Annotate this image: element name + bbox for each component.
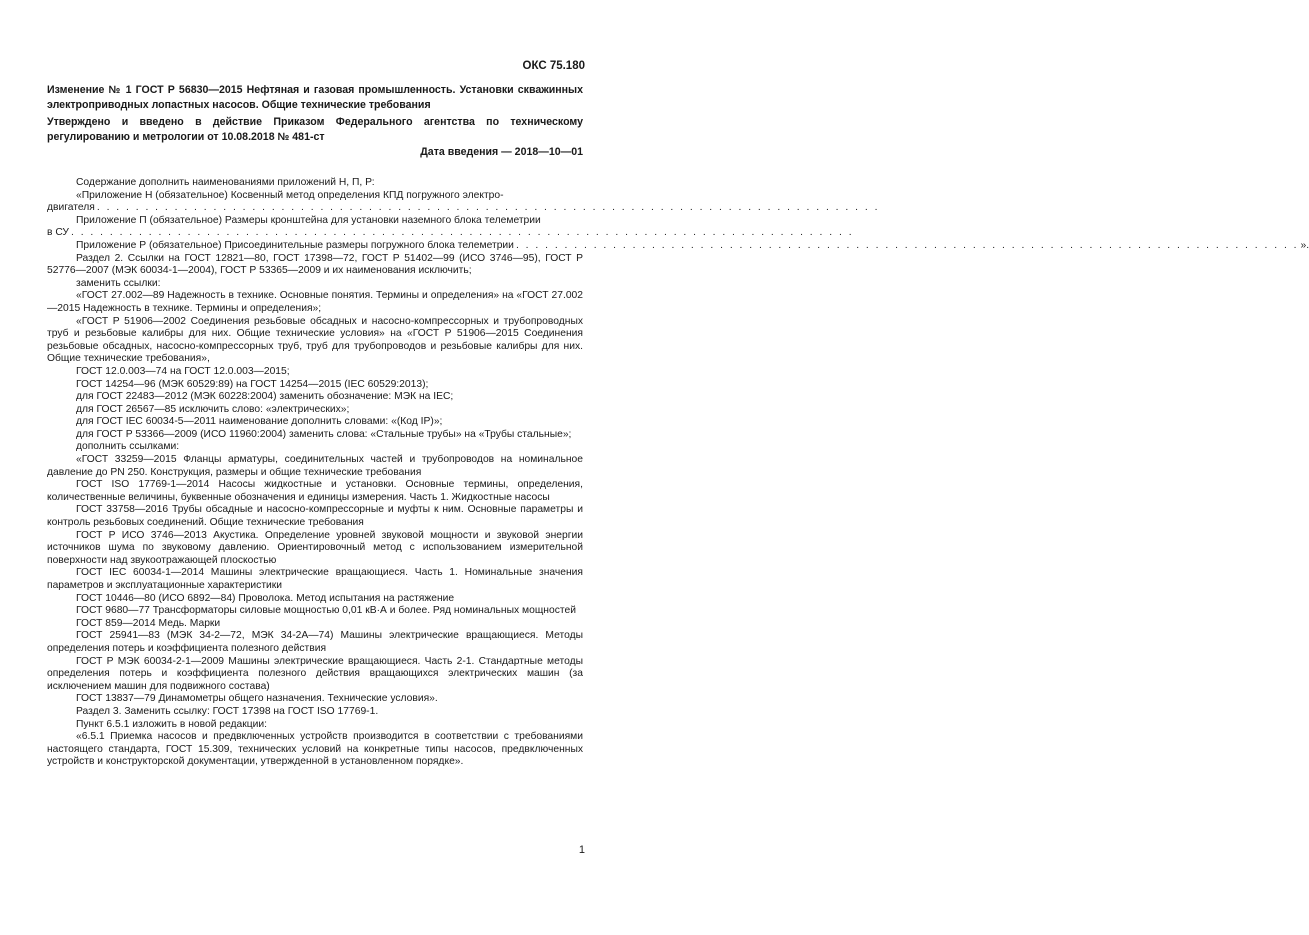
oks-code: ОКС 75.180: [522, 60, 585, 72]
added-reference: ГОСТ 33758—2016 Трубы обсадные и насосно-компрессорные и муфты к ним. Основные параметры и контроль резьбовых соединений. Общие технические требования: [47, 504, 583, 529]
toc-entry-h-line2: двигателя . . . . . . . . . . . . . . . . . . . . . . . . . . . . . . . . . . . . . . . . . . . . . . . . . . . . . . . . . . . . . . . . . . . . . . . . . . . . . . . . .: [47, 202, 880, 214]
added-reference: ГОСТ 859—2014 Медь. Марки: [76, 617, 221, 629]
added-reference: ГОСТ IEC 60034-1—2014 Машины электрические вращающиеся. Часть 1. Номинальные значения параметров и эксплуатационные характеристики: [47, 567, 583, 591]
added-reference: ГОСТ 9680—77 Трансформаторы силовые мощностью 0,01 кВ·А и более. Ряд номинальных мощностей: [76, 605, 576, 617]
added-reference: ГОСТ 13837—79 Динамометры общего назначения. Технические условия».: [76, 693, 438, 705]
added-reference: ГОСТ 10446—80 (ИСО 6892—84) Проволока. Метод испытания на растяжение: [76, 592, 455, 604]
added-reference: ГОСТ Р ИСО 3746—2013 Акустика. Определение уровней звуковой мощности и звуковой энергии источников шума по звуковому давлению. Ориентировочный метод с использованием измерительной поверхности над звукоотражающей плоскостью: [47, 529, 583, 566]
toc-entry-h-line1: «Приложение Н (обязательное) Косвенный метод определения КПД погружного электро-: [76, 189, 504, 201]
dot-leader: . . . . . . . . . . . . . . . . . . . . . . . . . . . . . . . . . . . . . . . . . . . . . . . . . . . . . . . . . . . . . . . . . . . . . . . . . . . . . . . . .: [515, 239, 1299, 251]
clause-6-5-1: «6.5.1 Приемка насосов и предвключенных устройств производится в соответствии с требованиями настоящего стандарта, ГОСТ 15.309, технических условий на конкретные типы насосов, предвключенных устройств и конструкторской документации, утвержденной в установленном порядке».: [47, 731, 583, 768]
added-reference: ГОСТ 25941—83 (МЭК 34-2—72, МЭК 34-2А—74) Машины электрические вращающиеся. Методы определения потерь и коэффициента полезного действия: [47, 630, 583, 654]
paragraph: дополнить ссылками:: [76, 441, 180, 453]
paragraph: Содержание дополнить наименованиями приложений Н, П, Р:: [76, 177, 375, 188]
paragraph: Пункт 6.5.1 изложить в новой редакции:: [76, 718, 268, 730]
reference-item: «ГОСТ Р 51906—2002 Соединения резьбовые обсадных и насосно-компрессорных и трубопроводных труб и резьбовые калибры для них. Общие технические условия» на «ГОСТ Р 51906—2015 Соединения резьбовые обсадных, насосно-компрессорных труб, труб для трубопроводов и резьбовые калибры для них. Общие технические требования»,: [47, 315, 583, 365]
added-reference: ГОСТ ISO 17769-1—2014 Насосы жидкостные и установки. Основные термины, определения, количественные величины, буквенные обозначения и единицы измерения. Часть 1. Жидкостные насосы: [47, 479, 583, 503]
page-number: 1: [578, 844, 585, 856]
amendment-body: [47, 177, 1309, 769]
reference-item: для ГОСТ Р 53366—2009 (ИСО 11960:2004) заменить слова: «Стальные трубы» на «Трубы стальные»;: [76, 428, 572, 440]
added-reference: ГОСТ Р МЭК 60034-2-1—2009 Машины электрические вращающиеся. Часть 2-1. Стандартные методы определения потерь и коэффициента полезного действия вращающихся электрических машин (за исключением машин для подвижного состава): [47, 655, 583, 692]
section2-change: Раздел 2. Ссылки на ГОСТ 12821—80, ГОСТ 17398—72, ГОСТ Р 51402—99 (ИСО 3746—95), ГОСТ Р 52776—2007 (МЭК 60034-1—2004), ГОСТ Р 53365—2009 и их наименования исключить;: [47, 252, 583, 277]
toc-entry-p-line1: Приложение П (обязательное) Размеры кронштейна для установки наземного блока телеметрии: [76, 214, 541, 226]
dot-leader: . . . . . . . . . . . . . . . . . . . . . . . . . . . . . . . . . . . . . . . . . . . . . . . . . . . . . . . . . . . . . . . . . . . . . . . . . . . . . . . . .: [70, 227, 854, 239]
approval-statement: Утверждено и введено в действие Приказом Федерального агентства по техническому регулированию и метрологии от 10.08.2018 № 481-ст: [47, 116, 583, 143]
reference-item: ГОСТ 14254—96 (МЭК 60529:89) на ГОСТ 14254—2015 (IEC 60529:2013);: [76, 378, 429, 390]
toc-entry-p-line2: в СУ . . . . . . . . . . . . . . . . . . . . . . . . . . . . . . . . . . . . . . . . . . . . . . . . . . . . . . . . . . . . . . . . . . . . . . . . . . . . . . . . .: [47, 227, 854, 239]
dot-leader: . . . . . . . . . . . . . . . . . . . . . . . . . . . . . . . . . . . . . . . . . . . . . . . . . . . . . . . . . . . . . . . . . . . . . . . . . . . . . . . . .: [96, 202, 880, 214]
reference-item: ГОСТ 12.0.003—74 на ГОСТ 12.0.003—2015;: [76, 365, 290, 377]
reference-item: для ГОСТ 26567—85 исключить слово: «электрических»;: [76, 403, 350, 415]
amendment-title: Изменение № 1 ГОСТ Р 56830—2015 Нефтяная и газовая промышленность. Установки скважинных электроприводных лопастных насосов. Общие технические требования: [47, 84, 583, 111]
reference-item: «ГОСТ 27.002—89 Надежность в технике. Основные понятия. Термины и определения» на «ГОСТ 27.002—2015 Надежность в технике. Термины и определения»;: [47, 290, 583, 314]
added-reference: «ГОСТ 33259—2015 Фланцы арматуры, соединительных частей и трубопроводов на номинальное давление до PN 250. Конструкция, размеры и общие технические требования: [47, 454, 583, 478]
paragraph: заменить ссылки:: [76, 277, 161, 289]
toc-entry-r: Приложение Р (обязательное) Присоединительные размеры погружного блока телеметрии . . . . . . . . . . . . . . . . . . . . . . . . . . . . . . . . . . . . . . . . . . . . . . . . . . . . . . . . . . . . . . . . . . . . . . . . . . . . . . . . . ».: [76, 239, 1309, 251]
section3-change: Раздел 3. Заменить ссылку: ГОСТ 17398 на ГОСТ ISO 17769-1.: [76, 705, 379, 717]
reference-item: для ГОСТ 22483—2012 (МЭК 60228:2004) заменить обозначение: МЭК на IEC;: [76, 391, 454, 403]
effective-date: Дата введения — 2018—10—01: [420, 146, 583, 158]
reference-item: для ГОСТ IEC 60034-5—2011 наименование дополнить словами: «(Код IP)»;: [76, 416, 443, 428]
